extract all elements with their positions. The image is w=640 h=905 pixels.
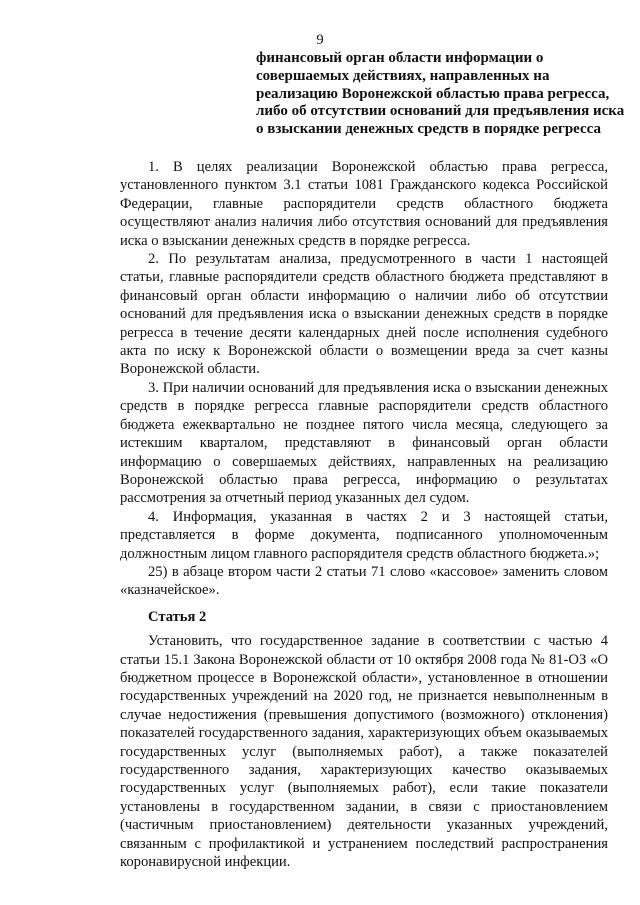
paragraph-3: 3. При наличии оснований для предъявления иска о взыскании денежных средств в порядке регресса главные распорядители средств областного бюджета ежеквартально не позднее пятого числа месяца, следующего за истекшим кварталом, представляют в финансовый орган области информацию о совершаемых действиях, направленных на реализацию Воронежской областью права регресса, информацию о результатах рассмотрения за отчетный период указанных дел судом. [120, 379, 608, 507]
section-heading: финансовый орган области информации о совершаемых действиях, направленных на реализацию Воронежской областью права регресса, либо об отсутствии оснований для предъявления иска о взыскании денежных средств в порядке регресса [256, 50, 625, 138]
paragraph-4: 4. Информация, указанная в частях 2 и 3 настоящей статьи, представляется в форме документа, подписанного уполномоченным должностным лицом главного распорядителя средств областного бюджета.»; [120, 508, 608, 562]
document-body [120, 158, 608, 871]
article-paragraph: Установить, что государственное задание в соответствии с частью 4 статьи 15.1 Закона Воронежской области от 10 октября 2008 года № 81-ОЗ «О бюджетном процессе в Воронежской области», установленное в отношении государственных учреждений на 2020 год, не признается невыполненным в случае недостижения (превышения допустимого (возможного) отклонения) показателей государственного задания, характеризующих объем оказываемых государственных услуг (выполняемых работ), а также показателей государственного задания, характеризующих качество оказываемых государственных услуг (выполняемых работ), если такие показатели установлены в государственном задании, в связи с приостановлением (частичным приостановлением) деятельности указанных учреждений, связанным с профилактикой и устранением последствий распространения коронавирусной инфекции. [120, 633, 608, 871]
article-title: Статья 2 [148, 608, 207, 625]
paragraph-25: 25) в абзаце втором части 2 статьи 71 слово «кассовое» заменить словом «казначейское». [120, 563, 608, 599]
paragraph-2: 2. По результатам анализа, предусмотренного в части 1 настоящей статьи, главные распорядители средств областного бюджета представляют в финансовый орган области информацию о наличии либо об отсутствии оснований для предъявления иска о взыскании денежных средств в порядке регресса в течение десяти календарных дней после исполнения судебного акта по иску к Воронежской области о возмещении вреда за счет казны Воронежской области. [120, 251, 608, 378]
paragraph-1: 1. В целях реализации Воронежской областью права регресса, установленного пунктом 3.1 статьи 1081 Гражданского кодекса Российской Федерации, главные распорядители средств областного бюджета осуществляют анализ наличия либо отсутствия оснований для предъявления иска о взыскании денежных средств в порядке регресса. [120, 159, 608, 249]
page-number: 9 [316, 32, 324, 48]
